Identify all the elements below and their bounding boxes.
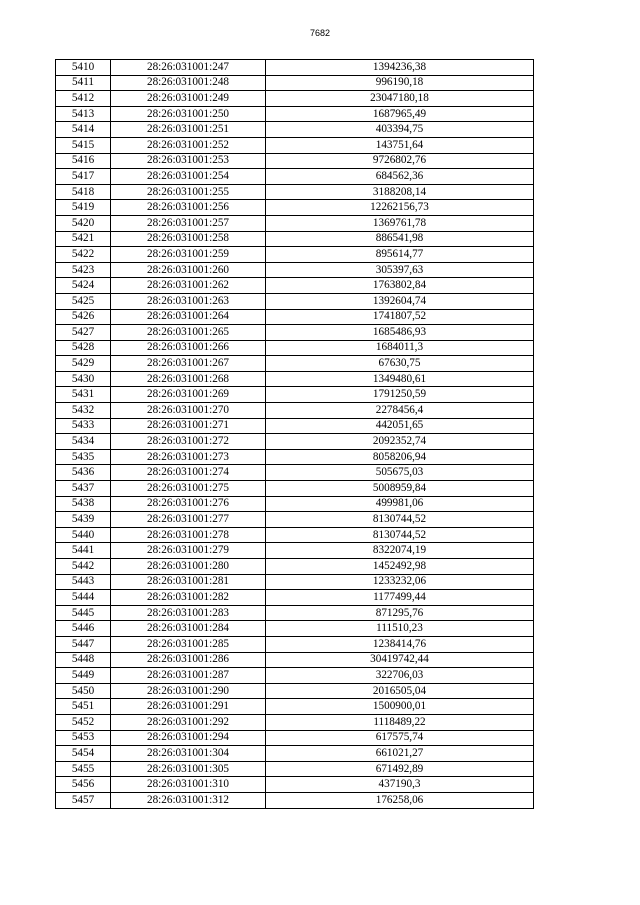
- cadastral-number-cell: 28:26:031001:266: [111, 340, 266, 356]
- cadastral-number-cell: 28:26:031001:279: [111, 543, 266, 559]
- cadastral-value-cell: 1763802,84: [266, 278, 534, 294]
- cadastral-value-cell: 442051,65: [266, 418, 534, 434]
- table-row: [56, 434, 534, 450]
- cadastral-value-cell: 1452492,98: [266, 559, 534, 575]
- cadastral-number-cell: 28:26:031001:251: [111, 122, 266, 138]
- cadastral-number-cell: 28:26:031001:273: [111, 449, 266, 465]
- cadastral-value-cell: 1394236,38: [266, 60, 534, 76]
- cadastral-value-cell: 5008959,84: [266, 481, 534, 497]
- cadastral-value-cell: 1177499,44: [266, 590, 534, 606]
- cadastral-number-cell: 28:26:031001:312: [111, 792, 266, 808]
- cadastral-value-cell: 1741807,52: [266, 309, 534, 325]
- cadastral-number-cell: 28:26:031001:281: [111, 574, 266, 590]
- cadastral-number-cell: 28:26:031001:278: [111, 527, 266, 543]
- table-row: [56, 293, 534, 309]
- cadastral-number-cell: 28:26:031001:294: [111, 730, 266, 746]
- cadastral-number-cell: 28:26:031001:267: [111, 356, 266, 372]
- row-number-cell: 5447: [56, 636, 111, 652]
- cadastral-value-cell: 3188208,14: [266, 184, 534, 200]
- row-number-cell: 5449: [56, 668, 111, 684]
- table-row: [56, 543, 534, 559]
- table-row: [56, 714, 534, 730]
- cadastral-value-cell: 895614,77: [266, 247, 534, 263]
- cadastral-value-cell: 505675,03: [266, 465, 534, 481]
- cadastral-number-cell: 28:26:031001:282: [111, 590, 266, 606]
- cadastral-value-cell: 1118489,22: [266, 714, 534, 730]
- row-number-cell: 5412: [56, 91, 111, 107]
- table-row: [56, 325, 534, 341]
- table-row: [56, 309, 534, 325]
- cadastral-value-cell: 176258,06: [266, 792, 534, 808]
- cadastral-value-cell: 8130744,52: [266, 512, 534, 528]
- row-number-cell: 5445: [56, 605, 111, 621]
- table-row: [56, 652, 534, 668]
- table-row: [56, 465, 534, 481]
- cadastral-number-cell: 28:26:031001:253: [111, 153, 266, 169]
- cadastral-value-cell: 1369761,78: [266, 215, 534, 231]
- row-number-cell: 5432: [56, 403, 111, 419]
- table-row: [56, 137, 534, 153]
- cadastral-value-cell: 1685486,93: [266, 325, 534, 341]
- cadastral-number-cell: 28:26:031001:272: [111, 434, 266, 450]
- row-number-cell: 5440: [56, 527, 111, 543]
- table-row: [56, 605, 534, 621]
- cadastral-value-table: [55, 59, 534, 809]
- cadastral-value-cell: 996190,18: [266, 75, 534, 91]
- cadastral-number-cell: 28:26:031001:258: [111, 231, 266, 247]
- cadastral-value-cell: 8058206,94: [266, 449, 534, 465]
- table-row: [56, 668, 534, 684]
- table-row: [56, 278, 534, 294]
- row-number-cell: 5448: [56, 652, 111, 668]
- table-row: [56, 371, 534, 387]
- table-row: [56, 75, 534, 91]
- cadastral-number-cell: 28:26:031001:262: [111, 278, 266, 294]
- cadastral-value-cell: 617575,74: [266, 730, 534, 746]
- row-number-cell: 5424: [56, 278, 111, 294]
- table-row: [56, 761, 534, 777]
- cadastral-value-cell: 12262156,73: [266, 200, 534, 216]
- table-row: [56, 792, 534, 808]
- row-number-cell: 5450: [56, 683, 111, 699]
- cadastral-number-cell: 28:26:031001:305: [111, 761, 266, 777]
- row-number-cell: 5420: [56, 215, 111, 231]
- table-row: [56, 247, 534, 263]
- cadastral-number-cell: 28:26:031001:284: [111, 621, 266, 637]
- cadastral-value-cell: 661021,27: [266, 746, 534, 762]
- cadastral-number-cell: 28:26:031001:260: [111, 262, 266, 278]
- row-number-cell: 5438: [56, 496, 111, 512]
- cadastral-value-cell: 1791250,59: [266, 387, 534, 403]
- table-row: [56, 262, 534, 278]
- row-number-cell: 5419: [56, 200, 111, 216]
- cadastral-value-cell: 1233232,06: [266, 574, 534, 590]
- table-row: [56, 636, 534, 652]
- cadastral-value-cell: 1349480,61: [266, 371, 534, 387]
- cadastral-number-cell: 28:26:031001:247: [111, 60, 266, 76]
- cadastral-number-cell: 28:26:031001:290: [111, 683, 266, 699]
- cadastral-number-cell: 28:26:031001:254: [111, 169, 266, 185]
- row-number-cell: 5436: [56, 465, 111, 481]
- row-number-cell: 5439: [56, 512, 111, 528]
- cadastral-number-cell: 28:26:031001:249: [111, 91, 266, 107]
- table-row: [56, 215, 534, 231]
- row-number-cell: 5433: [56, 418, 111, 434]
- cadastral-number-cell: 28:26:031001:292: [111, 714, 266, 730]
- row-number-cell: 5437: [56, 481, 111, 497]
- row-number-cell: 5430: [56, 371, 111, 387]
- table-row: [56, 574, 534, 590]
- table-row: [56, 777, 534, 793]
- table-row: [56, 683, 534, 699]
- cadastral-number-cell: 28:26:031001:270: [111, 403, 266, 419]
- cadastral-value-cell: 2092352,74: [266, 434, 534, 450]
- page-number: 7682: [309, 28, 331, 38]
- row-number-cell: 5416: [56, 153, 111, 169]
- cadastral-number-cell: 28:26:031001:271: [111, 418, 266, 434]
- cadastral-number-cell: 28:26:031001:268: [111, 371, 266, 387]
- cadastral-number-cell: 28:26:031001:255: [111, 184, 266, 200]
- cadastral-value-cell: 305397,63: [266, 262, 534, 278]
- row-number-cell: 5414: [56, 122, 111, 138]
- row-number-cell: 5413: [56, 106, 111, 122]
- cadastral-value-cell: 8322074,19: [266, 543, 534, 559]
- cadastral-value-cell: 1684011,3: [266, 340, 534, 356]
- row-number-cell: 5456: [56, 777, 111, 793]
- cadastral-value-cell: 403394,75: [266, 122, 534, 138]
- table-row: [56, 699, 534, 715]
- table-row: [56, 496, 534, 512]
- cadastral-value-cell: 67630,75: [266, 356, 534, 372]
- table-row: [56, 621, 534, 637]
- row-number-cell: 5410: [56, 60, 111, 76]
- row-number-cell: 5453: [56, 730, 111, 746]
- cadastral-value-cell: 886541,98: [266, 231, 534, 247]
- cadastral-value-cell: 1500900,01: [266, 699, 534, 715]
- table-row: [56, 356, 534, 372]
- row-number-cell: 5417: [56, 169, 111, 185]
- cadastral-number-cell: 28:26:031001:283: [111, 605, 266, 621]
- row-number-cell: 5421: [56, 231, 111, 247]
- cadastral-number-cell: 28:26:031001:248: [111, 75, 266, 91]
- row-number-cell: 5455: [56, 761, 111, 777]
- table-row: [56, 153, 534, 169]
- row-number-cell: 5454: [56, 746, 111, 762]
- table-row: [56, 340, 534, 356]
- cadastral-number-cell: 28:26:031001:304: [111, 746, 266, 762]
- cadastral-number-cell: 28:26:031001:277: [111, 512, 266, 528]
- cadastral-value-cell: 671492,89: [266, 761, 534, 777]
- cadastral-number-cell: 28:26:031001:310: [111, 777, 266, 793]
- cadastral-number-cell: 28:26:031001:280: [111, 559, 266, 575]
- table-row: [56, 746, 534, 762]
- row-number-cell: 5423: [56, 262, 111, 278]
- row-number-cell: 5422: [56, 247, 111, 263]
- cadastral-number-cell: 28:26:031001:250: [111, 106, 266, 122]
- row-number-cell: 5425: [56, 293, 111, 309]
- cadastral-number-cell: 28:26:031001:257: [111, 215, 266, 231]
- cadastral-value-cell: 499981,06: [266, 496, 534, 512]
- cadastral-value-cell: 111510,23: [266, 621, 534, 637]
- table-row: [56, 481, 534, 497]
- row-number-cell: 5452: [56, 714, 111, 730]
- cadastral-value-cell: 23047180,18: [266, 91, 534, 107]
- cadastral-number-cell: 28:26:031001:276: [111, 496, 266, 512]
- row-number-cell: 5441: [56, 543, 111, 559]
- cadastral-value-cell: 2278456,4: [266, 403, 534, 419]
- row-number-cell: 5457: [56, 792, 111, 808]
- cadastral-number-cell: 28:26:031001:265: [111, 325, 266, 341]
- cadastral-number-cell: 28:26:031001:285: [111, 636, 266, 652]
- table-row: [56, 184, 534, 200]
- table-row: [56, 449, 534, 465]
- cadastral-number-cell: 28:26:031001:291: [111, 699, 266, 715]
- table-body: [56, 60, 534, 809]
- cadastral-value-cell: 871295,76: [266, 605, 534, 621]
- cadastral-value-cell: 1392604,74: [266, 293, 534, 309]
- row-number-cell: 5411: [56, 75, 111, 91]
- table-row: [56, 60, 534, 76]
- table-row: [56, 559, 534, 575]
- row-number-cell: 5446: [56, 621, 111, 637]
- cadastral-number-cell: 28:26:031001:286: [111, 652, 266, 668]
- row-number-cell: 5435: [56, 449, 111, 465]
- table-row: [56, 512, 534, 528]
- row-number-cell: 5429: [56, 356, 111, 372]
- row-number-cell: 5427: [56, 325, 111, 341]
- row-number-cell: 5426: [56, 309, 111, 325]
- cadastral-number-cell: 28:26:031001:252: [111, 137, 266, 153]
- row-number-cell: 5415: [56, 137, 111, 153]
- cadastral-value-cell: 8130744,52: [266, 527, 534, 543]
- cadastral-number-cell: 28:26:031001:263: [111, 293, 266, 309]
- cadastral-value-cell: 30419742,44: [266, 652, 534, 668]
- cadastral-number-cell: 28:26:031001:287: [111, 668, 266, 684]
- cadastral-number-cell: 28:26:031001:264: [111, 309, 266, 325]
- cadastral-number-cell: 28:26:031001:274: [111, 465, 266, 481]
- table-row: [56, 200, 534, 216]
- cadastral-value-cell: 437190,3: [266, 777, 534, 793]
- cadastral-value-cell: 1238414,76: [266, 636, 534, 652]
- row-number-cell: 5431: [56, 387, 111, 403]
- row-number-cell: 5442: [56, 559, 111, 575]
- row-number-cell: 5451: [56, 699, 111, 715]
- cadastral-value-cell: 322706,03: [266, 668, 534, 684]
- row-number-cell: 5444: [56, 590, 111, 606]
- cadastral-value-cell: 143751,64: [266, 137, 534, 153]
- cadastral-value-cell: 1687965,49: [266, 106, 534, 122]
- cadastral-number-cell: 28:26:031001:259: [111, 247, 266, 263]
- table-row: [56, 527, 534, 543]
- cadastral-number-cell: 28:26:031001:256: [111, 200, 266, 216]
- row-number-cell: 5443: [56, 574, 111, 590]
- table-row: [56, 730, 534, 746]
- row-number-cell: 5434: [56, 434, 111, 450]
- cadastral-value-cell: 2016505,04: [266, 683, 534, 699]
- table-row: [56, 91, 534, 107]
- row-number-cell: 5418: [56, 184, 111, 200]
- table-row: [56, 590, 534, 606]
- cadastral-value-cell: 684562,36: [266, 169, 534, 185]
- row-number-cell: 5428: [56, 340, 111, 356]
- table-row: [56, 387, 534, 403]
- table-row: [56, 418, 534, 434]
- table-row: [56, 169, 534, 185]
- cadastral-number-cell: 28:26:031001:269: [111, 387, 266, 403]
- table-row: [56, 122, 534, 138]
- table-row: [56, 106, 534, 122]
- cadastral-value-cell: 9726802,76: [266, 153, 534, 169]
- cadastral-number-cell: 28:26:031001:275: [111, 481, 266, 497]
- table-row: [56, 231, 534, 247]
- table-row: [56, 403, 534, 419]
